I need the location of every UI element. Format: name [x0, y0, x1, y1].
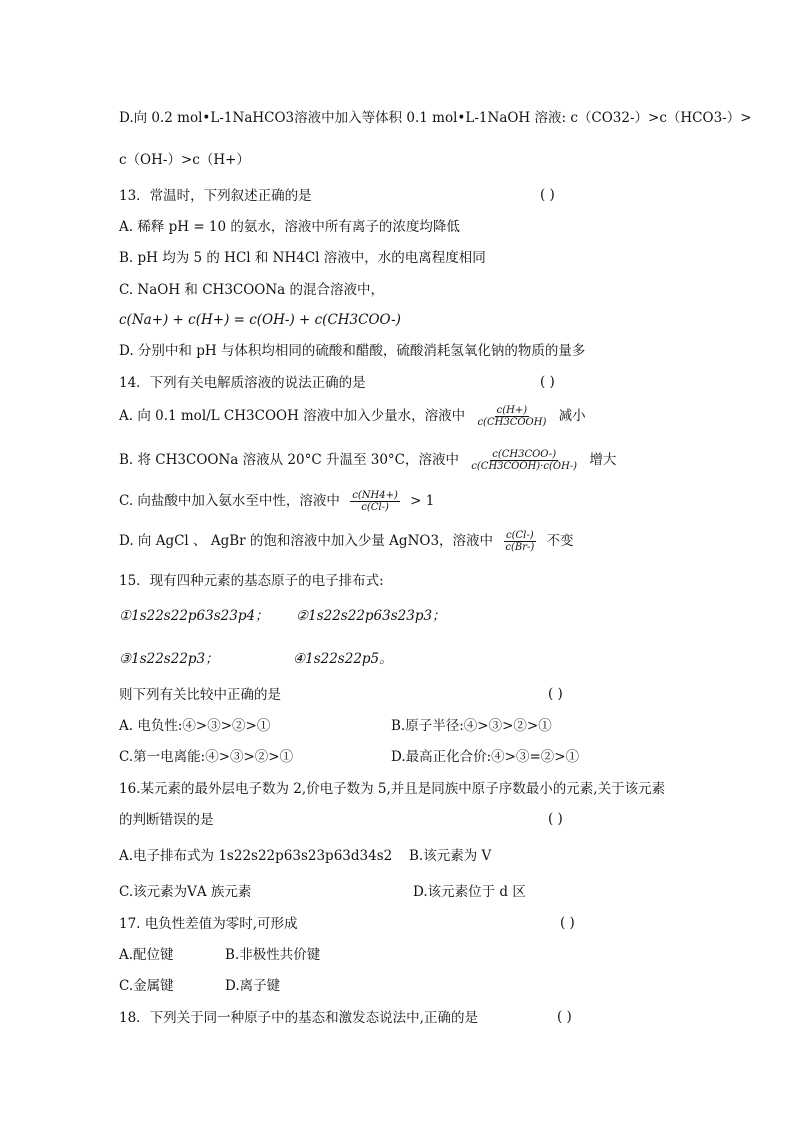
q15-option-d: D.最高正化合价:④>③=②>①: [391, 749, 580, 765]
q13-option-b: B. pH 均为 5 的 HCl 和 NH4Cl 溶液中，水的电离程度相同: [119, 250, 486, 266]
q16-option-a: A.电子排布式为 1s22s22p63s23p63d34s2: [119, 848, 393, 864]
q14-option-d-fraction: [503, 530, 536, 553]
q17-option-b: B.非极性共价键: [225, 947, 321, 963]
q13-option-c: C. NaOH 和 CH3COONa 的混合溶液中，: [119, 282, 385, 298]
q14-option-d-text: D. 向 AgCl 、 AgBr 的饱和溶液中加入少量 AgNO3，溶液中: [119, 533, 494, 549]
q15-answer-paren: ( ): [548, 686, 563, 702]
q13-option-c-equation: c(Na+) + c(H+) = c(OH-) + c(CH3COO-): [119, 312, 401, 328]
q14-stem: 14．下列有关电解质溶液的说法正确的是: [119, 375, 366, 391]
q14-option-a-fraction: [475, 405, 548, 428]
q14-option-c-text: C. 向盐酸中加入氨水至中性，溶液中: [119, 493, 340, 509]
q15-question: 则下列有关比较中正确的是: [119, 687, 281, 703]
fraction-denominator: c(Cl-): [361, 502, 389, 513]
q15-stem: 15．现有四种元素的基态原子的电子排布式:: [119, 573, 384, 589]
q14-option-c: [119, 490, 434, 513]
q17-answer-paren: ( ): [560, 915, 575, 931]
q18-stem: 18．下列关于同一种原子中的基态和激发态说法中,正确的是: [119, 1010, 478, 1026]
q13-option-a: A. 稀释 pH = 10 的氨水，溶液中所有离子的浓度均降低: [119, 219, 460, 235]
q15-item-4: ④1s22s22p5。: [293, 651, 393, 667]
q14-option-b-text: B. 将 CH3COONa 溶液从 20°C 升温至 30°C，溶液中: [119, 452, 459, 468]
fraction-denominator: c(Br-): [505, 542, 535, 553]
q15-item-3: ③1s22s22p3；: [119, 651, 219, 667]
q14-option-d-result: 不变: [546, 533, 574, 549]
q12-option-d-line2: c（OH-）>c（H+）: [119, 152, 250, 168]
q16-option-c: C.该元素为ⅤA 族元素: [119, 884, 252, 900]
q13-option-d: D. 分别中和 pH 与体积均相同的硫酸和醋酸，硫酸消耗氢氧化钠的物质的量多: [119, 343, 586, 359]
q17-option-d: D.离子键: [225, 978, 281, 994]
q13-stem: 13．常温时，下列叙述正确的是: [119, 188, 312, 204]
q14-option-a: [119, 405, 586, 428]
q16-stem-line2: 的判断错误的是: [119, 812, 214, 828]
q16-option-d: D.该元素位于 d 区: [413, 884, 526, 900]
q17-option-c: C.金属键: [119, 978, 174, 994]
q17-option-a: A.配位键: [119, 947, 174, 963]
q15-item-1: ①1s22s22p63s23p4；: [119, 608, 269, 624]
q13-answer-paren: ( ): [540, 187, 555, 203]
q15-option-b: B.原子半径:④>③>②>①: [391, 718, 552, 734]
q18-answer-paren: ( ): [557, 1009, 572, 1025]
q14-answer-paren: ( ): [540, 374, 555, 390]
q12-option-d-line1: D.向 0.2 mol•L-1NaHCO3溶液中加入等体积 0.1 mol•L-1NaOH 溶液: c（CO32-）>c（HCO3-）>: [119, 110, 752, 126]
q15-item-2: ②1s22s22p63s23p3；: [296, 608, 446, 624]
q14-option-b: [119, 449, 616, 472]
fraction-numerator: c(NH4+): [352, 490, 398, 501]
fraction-denominator: c(CH3COOH)·c(OH-): [471, 461, 578, 472]
q14-option-b-result: 增大: [589, 452, 617, 468]
fraction-denominator: c(CH3COOH): [477, 417, 547, 428]
q14-option-a-text: A. 向 0.1 mol/L CH3COOH 溶液中加入少量水，溶液中: [119, 408, 466, 424]
fraction-numerator: c(Cl-): [505, 530, 534, 541]
q14-option-d: [119, 530, 574, 553]
q15-option-a: A. 电负性:④>③>②>①: [119, 718, 271, 734]
q17-stem: 17. 电负性差值为零时,可形成: [119, 916, 298, 932]
q16-stem-line1: 16.某元素的最外层电子数为 2,价电子数为 5,并且是同族中原子序数最小的元素,关于该元素: [119, 781, 666, 797]
q15-option-c: C.第一电离能:④>③>②>①: [119, 749, 294, 765]
fraction-numerator: c(H+): [496, 405, 528, 416]
q14-option-a-result: 减小: [558, 408, 586, 424]
q14-option-c-fraction: [350, 490, 400, 513]
q16-answer-paren: ( ): [548, 811, 563, 827]
fraction-numerator: c(CH3COO-): [492, 449, 557, 460]
q14-option-b-fraction: [469, 449, 579, 472]
q16-option-b: B.该元素为 V: [409, 848, 492, 864]
q14-option-c-result: > 1: [410, 493, 435, 509]
